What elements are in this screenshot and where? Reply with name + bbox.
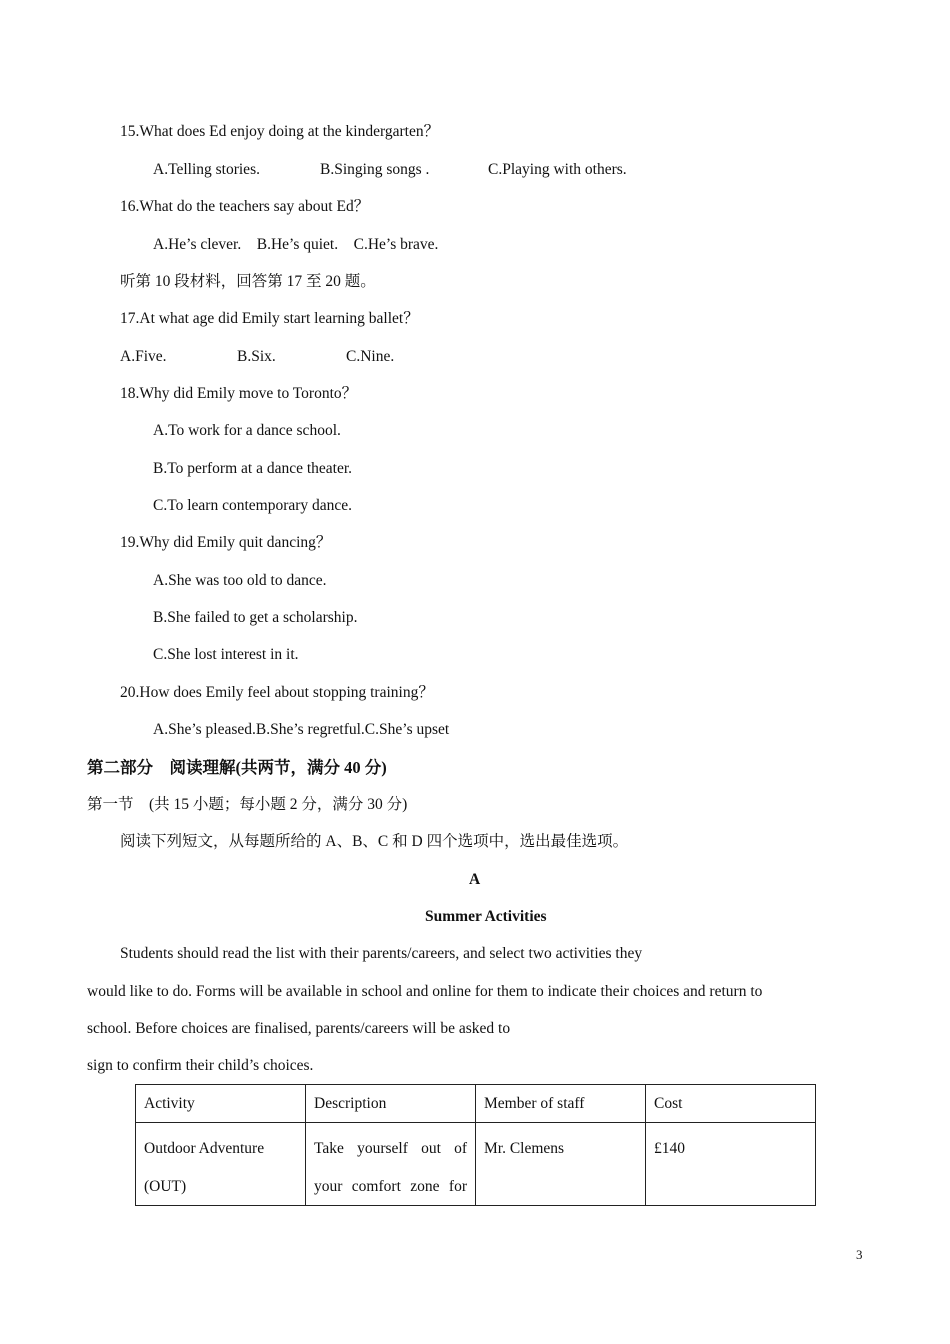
header-member-of-staff: Member of staff	[476, 1085, 646, 1123]
passage-line: would like to do. Forms will be available in school and online for them to indicate their choices and return to	[87, 983, 763, 1000]
q17-option-a: A.Five.	[120, 348, 167, 365]
header-cost: Cost	[646, 1085, 816, 1123]
section-1-heading: 第一节 (共 15 小题；每小题 2 分，满分 30 分)	[87, 796, 408, 813]
cell-staff: Mr. Clemens	[476, 1123, 646, 1206]
passage-line: school. Before choices are finalised, parents/careers will be asked to	[87, 1020, 511, 1037]
q18-option-b: B.To perform at a dance theater.	[153, 460, 353, 477]
reading-instruction: 阅读下列短文，从每题所给的 A、B、C 和 D 四个选项中，选出最佳选项。	[120, 833, 629, 850]
description-line: Take yourself out of	[314, 1140, 467, 1157]
description-line: your comfort zone for	[314, 1177, 467, 1195]
question-17: 17.At what age did Emily start learning ballet？	[120, 310, 419, 327]
q16-options: A.He’s clever. B.He’s quiet. C.He’s brave.	[153, 236, 439, 253]
question-15: 15.What does Ed enjoy doing at the kindergarten？	[120, 123, 440, 140]
part-2-heading: 第二部分 阅读理解(共两节，满分 40 分)	[87, 758, 387, 777]
question-16: 16.What do the teachers say about Ed？	[120, 198, 370, 215]
q17-option-c: C.Nine.	[346, 348, 395, 365]
header-activity: Activity	[136, 1085, 306, 1123]
header-description: Description	[306, 1085, 476, 1123]
cell-description	[306, 1123, 476, 1206]
activity-line: (OUT)	[144, 1177, 187, 1195]
page-number: 3	[856, 1247, 863, 1262]
q15-option-a: A.Telling stories.	[153, 161, 260, 178]
question-20: 20.How does Emily feel about stopping training？	[120, 684, 434, 701]
section-10-instruction: 听第 10 段材料，回答第 17 至 20 题。	[120, 273, 376, 290]
table-header-row	[136, 1085, 816, 1123]
q18-option-a: A.To work for a dance school.	[153, 422, 341, 439]
q19-option-a: A.She was too old to dance.	[153, 572, 327, 589]
passage-letter: A	[469, 871, 481, 888]
passage-title: Summer Activities	[425, 908, 547, 925]
question-18: 18.Why did Emily move to Toronto？	[120, 385, 358, 402]
q17-option-b: B.Six.	[237, 348, 276, 365]
q20-options: A.She’s pleased.B.She’s regretful.C.She’s upset	[153, 721, 450, 738]
passage-line: Students should read the list with their parents/careers, and select two activities they	[120, 945, 643, 962]
cell-cost: £140	[646, 1123, 816, 1206]
passage-line: sign to confirm their child’s choices.	[87, 1057, 314, 1074]
q19-option-c: C.She lost interest in it.	[153, 646, 299, 663]
question-19: 19.Why did Emily quit dancing？	[120, 534, 332, 551]
q19-option-b: B.She failed to get a scholarship.	[153, 609, 358, 626]
table-row	[136, 1123, 816, 1206]
cell-activity	[136, 1123, 306, 1206]
q15-option-b: B.Singing songs .	[320, 161, 430, 178]
q18-option-c: C.To learn contemporary dance.	[153, 497, 353, 514]
q15-option-c: C.Playing with others.	[488, 161, 627, 178]
activity-line: Outdoor Adventure	[144, 1140, 265, 1157]
activities-table	[135, 1084, 816, 1206]
